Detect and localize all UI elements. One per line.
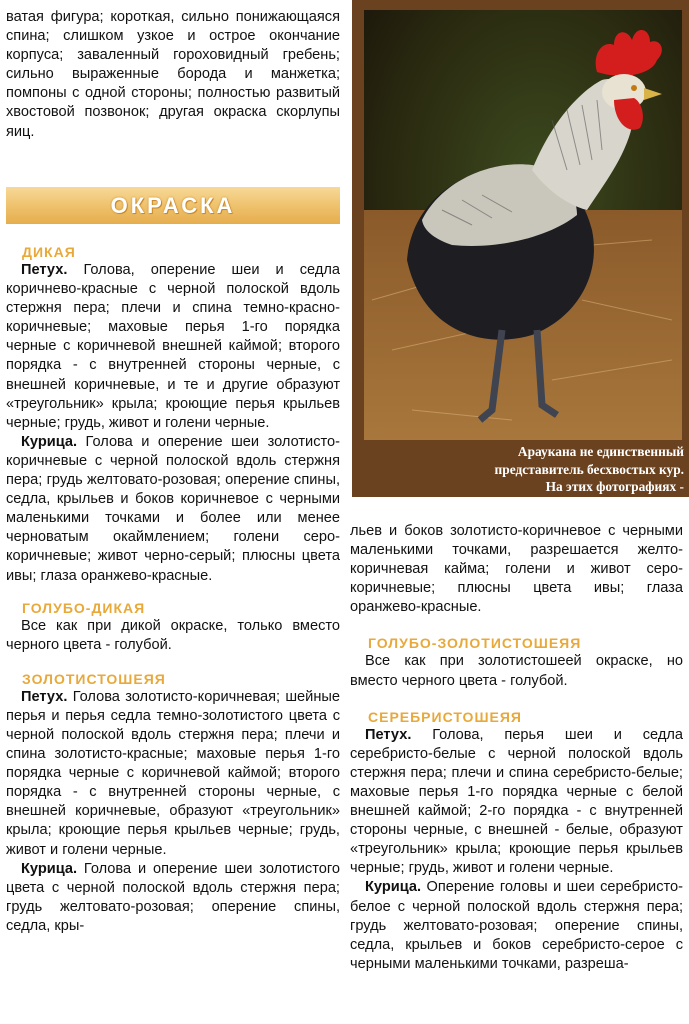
label-rooster: Петух.: [21, 688, 68, 705]
rooster-illustration: [352, 0, 689, 497]
paragraph-silver-hen: [350, 878, 683, 973]
caption-line-3: На этих фотографиях -: [545, 479, 684, 494]
right-column: [350, 522, 683, 974]
left-column: [6, 244, 340, 936]
heading-blue-wild: ГОЛУБО-ДИКАЯ: [22, 599, 146, 616]
heading-silver: СЕРЕБРИСТОШЕЯЯ: [368, 708, 522, 725]
paragraph-wild-hen: [6, 433, 340, 586]
paragraph-golden-rooster: [6, 688, 340, 860]
paragraph-silver-rooster: [350, 726, 683, 879]
rooster-photo: [352, 0, 689, 497]
heading-golden: ЗОЛОТИСТОШЕЯЯ: [22, 670, 166, 687]
label-rooster: Петух.: [365, 726, 412, 743]
section-title: ОКРАСКА: [110, 192, 236, 218]
paragraph-wild-rooster: [6, 261, 340, 433]
label-hen: Курица.: [21, 433, 78, 450]
intro-column: [6, 8, 340, 142]
paragraph-golden-hen-start: Курица. Голова и оперение шеи золотистого цвета с черной полоской вдоль стержня пера; грудь желтовато-розовая; оперение спины, седла, кры-: [6, 860, 340, 934]
text-wild-hen: Голова и оперение шеи золотисто-коричневые с черной полоской вдоль стержня пера; грудь желтовато-розовая; оперение спины, седла, крыльев и боков коричневое с черными маленькими точками и более или менее черноватым окаймлением; голени серо-коричневые; живот черно-серый; плюсны цвета ивы; глаза оранжево-красные.: [6, 433, 340, 584]
intro-paragraph: ватая фигура; короткая, сильно понижающаяся спина; слишком узкое и острое окончание корпуса; заваленный гороховидный гребень; сильно выраженные борода и манжетка; помпоны с одной стороны; полностью развитый хвостовой позвонок; другая окраска скорлупы яиц.: [6, 9, 340, 140]
text-wild-rooster: Голова, оперение шеи и седла коричнево-красные с черной полоской вдоль стержня пера; плечи и спина темно-красно-коричневые; маховые перья 1-го порядка черные с коричневой внешней каймой; второго порядка - с внутренней стороны черные, с внешней коричневые, и те и другие образуют «треугольник» крыла; кроющие перья крыльев черные; грудь, живот и голени черные.: [6, 262, 340, 431]
heading-blue-golden: ГОЛУБО-ЗОЛОТИСТОШЕЯЯ: [368, 635, 582, 652]
paragraph-golden-hen-continued: льев и боков золотисто-коричневое с черными маленькими точками, разрешается желто-коричневая кайма; голени и живот серо-коричневые; плюсны цвета ивы; глаза оранжево-красные.: [350, 523, 683, 616]
paragraph-blue-golden: Все как при золотистошеей окраске, но вместо черного цвета - голубой.: [350, 653, 683, 689]
paragraph-blue-wild: Все как при дикой окраске, только вместо черного цвета - голубой.: [6, 617, 340, 653]
text-silver-hen: Оперение головы и шеи серебристо-белое с черной полоской вдоль стержня пера; грудь желтовато-розовая; оперение спины, седла, крыльев и боков серебристо-серое с черными маленькими точками, разреша-: [350, 879, 683, 972]
label-hen: Курица.: [21, 860, 78, 877]
heading-wild: ДИКАЯ: [22, 244, 76, 260]
label-hen: Курица.: [365, 879, 422, 896]
text-silver-rooster: Голова, перья шеи и седла серебристо-белые с черной полоской вдоль стержня пера; плечи и спина серебристо-белые; маховые перья 1-го порядка черные с белой внешней каймой; 2-го порядка - с внутренней стороны черные, с внешней - белые, образуют «треугольник» крыла; кроющие перья крыльев черные; грудь, живот и голени черные.: [350, 726, 683, 877]
label-rooster: Петух.: [21, 262, 68, 278]
text-golden-rooster: Голова золотисто-коричневая; шейные перья и перья седла темно-золотистого цвета с черной полоской вдоль стержня пера; плечи и спина золотисто-красные; маховые перья 1-го порядка черные с коричневой каймой; второго порядка - с внутренней стороны черные, с внешней коричневые, образуют «треугольник» крыла; кроющие перья крыльев черные; грудь, живот и голени черные.: [6, 688, 340, 858]
caption-line-1: Араукана не единственный: [517, 444, 684, 459]
caption-line-2: представитель бесхвостых кур.: [494, 461, 684, 477]
section-banner: [6, 187, 340, 224]
photo-caption: [352, 443, 689, 497]
